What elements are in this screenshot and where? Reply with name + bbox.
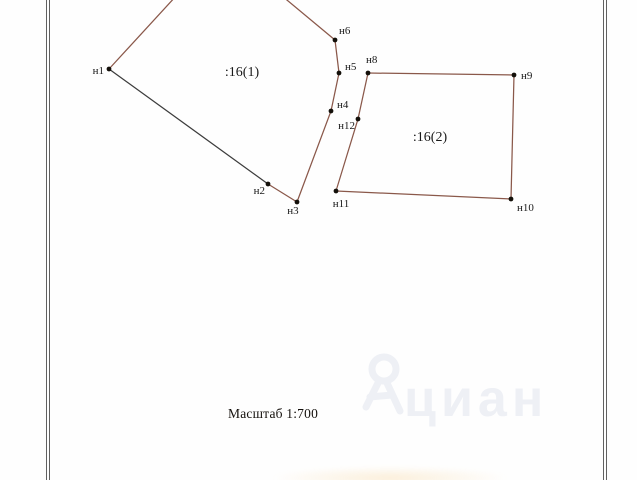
point-label: н3 — [287, 205, 299, 217]
survey-point — [356, 117, 361, 122]
point-label: н12 — [338, 120, 355, 132]
survey-point — [509, 197, 514, 202]
boundary-line — [222, 0, 335, 40]
point-label: н11 — [332, 198, 350, 210]
point-label: н5 — [345, 61, 357, 73]
point-label: н6 — [339, 25, 351, 37]
point-label: н1 — [92, 65, 104, 77]
parcel-label: :16(1) — [224, 65, 260, 80]
survey-point — [333, 38, 338, 43]
boundary-line — [335, 40, 339, 73]
boundary-line — [268, 184, 297, 202]
boundary-line — [368, 73, 514, 75]
survey-point — [107, 67, 112, 72]
point-label: н8 — [366, 54, 378, 66]
boundary-line — [297, 111, 331, 202]
survey-point — [366, 71, 371, 76]
boundary-line — [109, 0, 222, 69]
survey-point — [337, 71, 342, 76]
survey-point — [266, 182, 271, 187]
survey-point — [329, 109, 334, 114]
parcel-label: :16(2) — [412, 130, 448, 145]
boundary-lines — [109, 0, 514, 202]
boundary-line — [109, 69, 268, 184]
scale-label: Масштаб 1:700 — [228, 406, 319, 421]
point-label: н9 — [521, 70, 533, 82]
survey-points — [107, 38, 517, 205]
point-label: н10 — [517, 202, 534, 214]
watermark-text: циан — [404, 370, 549, 428]
boundary-line — [358, 73, 368, 119]
survey-point — [334, 189, 339, 194]
point-label: н2 — [253, 185, 265, 197]
boundary-line — [336, 191, 511, 199]
survey-point — [295, 200, 300, 205]
labels — [93, 25, 535, 217]
point-label: н4 — [337, 99, 349, 111]
boundary-line — [511, 75, 514, 199]
survey-point — [512, 73, 517, 78]
